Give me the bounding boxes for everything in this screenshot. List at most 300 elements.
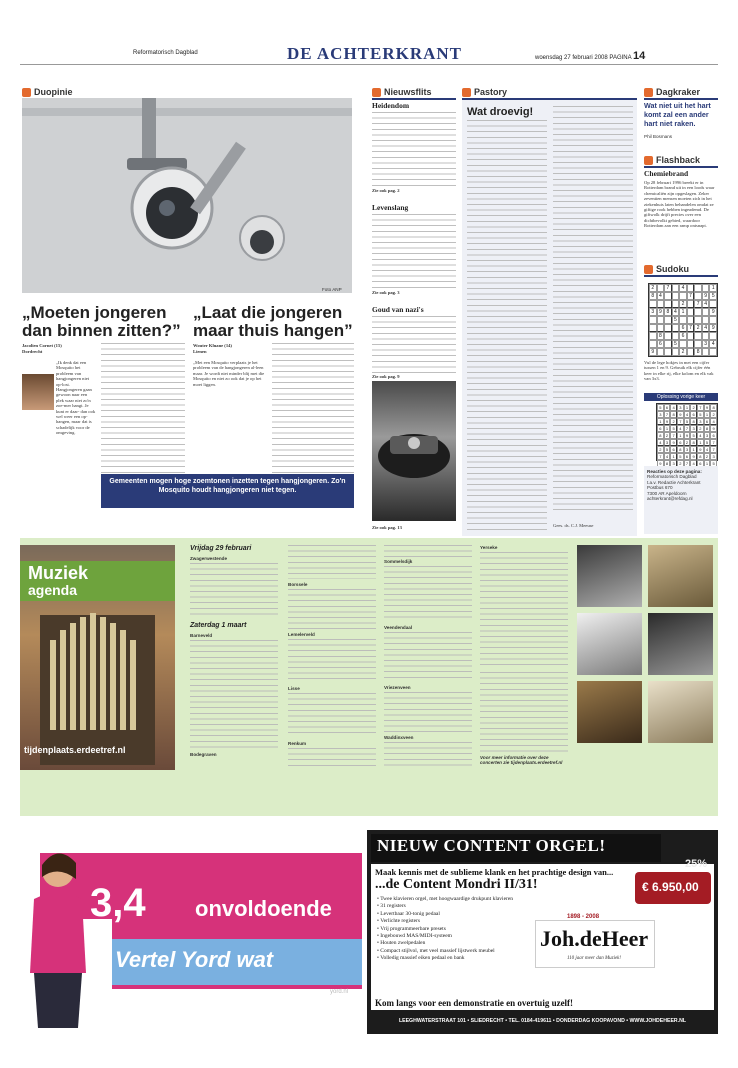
sudoku-cell: 7 (684, 425, 691, 432)
sudoku-cell: 4 (710, 418, 717, 425)
muziek-day1: Vrijdag 29 februari (190, 545, 252, 552)
sudoku-rule (644, 275, 718, 277)
muziek-col1b (190, 640, 278, 750)
muziek-place: Zwagerwestende (190, 556, 228, 561)
sudoku-cell[interactable] (649, 300, 657, 308)
sudoku-cell[interactable] (657, 324, 665, 332)
left-place: Dordrecht (22, 349, 43, 354)
sudoku-cell[interactable]: 6 (657, 340, 665, 348)
reactions-line: Postbus 670 (647, 485, 673, 491)
photo-credit: Foto ANP (322, 287, 342, 292)
muziek-photo (648, 613, 713, 675)
reactions-box (644, 466, 718, 534)
muziek-url[interactable]: tijdenplaats.erdeetref.nl (24, 745, 126, 755)
nieuwsflits-header (372, 86, 456, 98)
sudoku-cell: 8 (670, 411, 677, 418)
sudoku-cell[interactable]: 4 (672, 308, 680, 316)
sudoku-cell: 4 (690, 460, 697, 467)
sudoku-cell: 2 (657, 446, 664, 453)
sudoku-cell: 4 (697, 432, 704, 439)
sudoku-cell: 4 (664, 453, 671, 460)
flashback-rule (644, 166, 718, 168)
sudoku-cell: 3 (697, 418, 704, 425)
muziek-photo-stack (577, 545, 642, 770)
sudoku-cell[interactable]: 4 (679, 284, 687, 292)
header-rule (20, 64, 718, 65)
sudoku-cell[interactable] (649, 324, 657, 332)
muziek-col3b (384, 566, 472, 622)
photo-ref: Zie ook pag. 13 (372, 525, 402, 530)
sudoku-cell: 6 (684, 453, 691, 460)
reactions-title: Reacties op deze pagina: (647, 469, 702, 474)
sudoku-cell[interactable] (664, 292, 672, 300)
muziek-place: Vriezenveen (384, 685, 411, 690)
orgel-brand-years: 1898 - 2008 (567, 914, 600, 920)
sudoku-cell[interactable] (687, 316, 695, 324)
sudoku-cell[interactable] (649, 316, 657, 324)
orgel-cta: Kom langs voor een demonstratie en overtuig uzelf! (375, 998, 574, 1008)
sudoku-cell[interactable] (657, 348, 665, 356)
muziek-place: Yerseke (480, 545, 498, 550)
sudoku-cell: 7 (677, 418, 684, 425)
orgel-feature: • Ingebouwd MAS/MIDI-systeem (377, 933, 452, 940)
sudoku-cell[interactable] (679, 316, 687, 324)
sudoku-cell: 4 (684, 411, 691, 418)
reactions-line: 7300 AR Apeldoorn (647, 490, 687, 496)
sudoku-cell: 8 (704, 425, 711, 432)
sudoku-cell[interactable]: 3 (702, 340, 710, 348)
sudoku-cell[interactable] (664, 348, 672, 356)
sudoku-cell[interactable] (672, 332, 680, 340)
sudoku-cell[interactable] (672, 324, 680, 332)
muziek-photo (648, 545, 713, 607)
orgel-feature: • Verlichte registers (377, 918, 421, 925)
sudoku-solution-label: Oplossing vorige keer (644, 393, 718, 401)
sudoku-cell[interactable] (694, 292, 702, 300)
sudoku-cell: 1 (697, 439, 704, 446)
sudoku-cell[interactable] (657, 300, 665, 308)
sudoku-cell: 2 (684, 439, 691, 446)
sudoku-cell: 6 (677, 439, 684, 446)
sudoku-cell[interactable]: 7 (687, 324, 695, 332)
orgel-subtitle: Maak kennis met de sublieme klank en het prachtige design van... (375, 867, 614, 877)
muziek-col3a (384, 545, 472, 557)
sudoku-cell[interactable]: 6 (679, 324, 687, 332)
duopinie-header (22, 86, 352, 98)
sudoku-cell[interactable] (694, 340, 702, 348)
sudoku-cell: 8 (710, 404, 717, 411)
muziek-col3e (384, 742, 472, 770)
sudoku-cell: 2 (677, 460, 684, 467)
sudoku-cell: 4 (670, 404, 677, 411)
sudoku-cell: 5 (690, 432, 697, 439)
orgel-brand: Joh.deHeer (540, 926, 649, 951)
sudoku-cell: 1 (657, 418, 664, 425)
sudoku-cell[interactable] (649, 340, 657, 348)
sudoku-cell: 1 (690, 446, 697, 453)
muziek-col1a (190, 563, 278, 617)
sudoku-cell[interactable]: 9 (649, 348, 657, 356)
muziek-place: Barneveld (190, 633, 213, 638)
sudoku-cell[interactable] (694, 284, 702, 292)
sudoku-cell: 3 (657, 411, 664, 418)
flashback-header (644, 154, 718, 166)
muziek-col2b (288, 589, 376, 629)
sudoku-cell[interactable] (687, 300, 695, 308)
muziek-place: Sommelsdijk (384, 559, 413, 564)
sudoku-cell[interactable] (664, 324, 672, 332)
muziek-col2c (288, 639, 376, 683)
muziek-title-line1: Muziek (28, 563, 89, 583)
sudoku-cell[interactable]: 4 (657, 292, 665, 300)
muziek-col4a (480, 552, 568, 667)
sudoku-cell: 9 (664, 418, 671, 425)
muziek-footer[interactable]: Voor meer informatie over deze concerten zie tijdenplaats.erdeetref.nl (480, 755, 563, 766)
yord-slogan: Vertel Yord wat (115, 947, 274, 972)
sudoku-cell[interactable]: 4 (709, 340, 717, 348)
sudoku-cell: 6 (657, 425, 664, 432)
sudoku-cell: 3 (664, 439, 671, 446)
sudoku-cell[interactable]: 8 (649, 292, 657, 300)
right-body-col1 (193, 360, 267, 470)
pastory-col1 (467, 120, 547, 532)
sudoku-cell[interactable] (687, 332, 695, 340)
dagkraker-title: Dagkraker (656, 87, 701, 97)
pastory-col2 (553, 106, 633, 514)
sudoku-cell: 7 (670, 432, 677, 439)
sudoku-cell[interactable]: 5 (709, 292, 717, 300)
right-intro: „Met een Mosquito verplaats je het probleem van de hangjongeren al-leen maar. Je wordt niet minder blij met die Mosquito en niet zo ook dat je op het moet liggen. (193, 360, 265, 387)
sudoku-cell: 8 (690, 439, 697, 446)
news-item-body (372, 214, 456, 289)
sudoku-cell[interactable] (664, 316, 672, 324)
sudoku-cell: 3 (704, 432, 711, 439)
orgel-feature: • Twee klavieren orgel, met hoogwaardige drukpunt klavieren (377, 896, 514, 902)
sudoku-cell[interactable] (649, 332, 657, 340)
reactions-line: t.a.v. Redactie Achterkrant (647, 479, 701, 485)
sudoku-instructions: Vul de lege hokjes in met een cijfer tussen 1 en 9. Gebruik elk cijfer één keer in elke rij, elke kolom en elk vak van 3x3. (644, 360, 714, 382)
muziek-photo (577, 613, 642, 675)
sudoku-cell: 8 (664, 460, 671, 467)
sudoku-cell: 5 (664, 446, 671, 453)
news-item-ref: Zie ook pag. 3 (372, 290, 400, 295)
sudoku-cell[interactable] (679, 340, 687, 348)
muziek-title-line2: agenda (28, 582, 78, 598)
muziek-photo-stack (648, 545, 713, 770)
sudoku-cell: 2 (697, 425, 704, 432)
muziek-place: Renkum (288, 741, 307, 746)
sudoku-cell: 9 (704, 404, 711, 411)
muziek-place: Bodegraven (190, 752, 217, 757)
sudoku-cell[interactable] (657, 284, 665, 292)
muziek-col3c (384, 632, 472, 682)
news-item-body (372, 112, 456, 187)
sudoku-cell: 6 (697, 460, 704, 467)
news-item-ref: Zie ook pag. 9 (372, 374, 400, 379)
sudoku-cell[interactable]: 9 (657, 308, 665, 316)
sudoku-cell[interactable]: 2 (649, 284, 657, 292)
sudoku-cell: 2 (670, 418, 677, 425)
sudoku-cell[interactable] (709, 316, 717, 324)
opinion-callout: Gemeenten mogen hoge zoemtonen inzetten tegen hangjongeren. Zo'n Mosquito houdt hangjongeren niet tegen. (101, 474, 354, 508)
sudoku-cell[interactable] (702, 284, 710, 292)
muziek-day2: Zaterdag 1 maart (190, 622, 247, 629)
sudoku-cell: 1 (684, 404, 691, 411)
sudoku-cell[interactable] (664, 300, 672, 308)
sudoku-cell[interactable] (702, 308, 710, 316)
muziek-title (20, 561, 175, 601)
yord-brand[interactable]: yord.nl (330, 989, 349, 995)
muziek-col2e (288, 748, 376, 768)
sudoku-cell[interactable] (709, 348, 717, 356)
sudoku-cell[interactable] (664, 340, 672, 348)
sudoku-cell: 7 (664, 411, 671, 418)
sudoku-cell[interactable]: 5 (672, 316, 680, 324)
right-body-col2 (272, 343, 354, 473)
sudoku-cell[interactable]: 7 (687, 292, 695, 300)
reactions-line: Reformatorisch Dagblad (647, 474, 697, 480)
sudoku-cell[interactable]: 1 (709, 284, 717, 292)
dagkraker-quote: Wat niet uit het hart komt zal een ander hart niet raken. (644, 101, 711, 128)
news-item-title: Levenslang (372, 203, 409, 212)
sudoku-cell: 7 (657, 453, 664, 460)
orgel-feature-list (377, 896, 547, 963)
duopinie-icon (22, 88, 31, 97)
sudoku-cell: 6 (690, 411, 697, 418)
sudoku-cell: 8 (697, 453, 704, 460)
orgel-title: NIEUW CONTENT ORGEL! (377, 836, 606, 855)
page-number: 14 (632, 50, 646, 62)
sudoku-cell[interactable] (709, 332, 717, 340)
sudoku-cell: 9 (710, 425, 717, 432)
orgel-model: ...de Content Mondri II/31! (375, 877, 538, 892)
pastory-header (462, 86, 637, 98)
flashback-title: Flashback (656, 155, 701, 165)
right-place: Lienen (193, 349, 207, 354)
sudoku-cell[interactable]: 2 (679, 300, 687, 308)
car-photo (372, 381, 456, 521)
pastory-icon (462, 88, 471, 97)
sudoku-cell[interactable] (672, 284, 680, 292)
sudoku-cell: 3 (684, 446, 691, 453)
date-text: woensdag 27 februari 2008 (535, 55, 608, 61)
muziek-place: Lisse (288, 686, 300, 691)
dagkraker-rule (644, 98, 718, 100)
sudoku-cell[interactable] (657, 316, 665, 324)
orgel-price: € 6.950,00 (642, 880, 699, 894)
sudoku-cell[interactable] (687, 340, 695, 348)
sudoku-cell[interactable] (672, 292, 680, 300)
left-headline: „Moeten jongeren dan binnen zitten?” (22, 303, 181, 340)
sudoku-cell: 7 (710, 446, 717, 453)
sudoku-cell[interactable]: 9 (709, 308, 717, 316)
page-title: DE ACHTERKRANT (286, 44, 463, 63)
car-illustration (372, 381, 456, 521)
dagkraker-icon (644, 88, 653, 97)
sudoku-cell[interactable]: 1 (679, 308, 687, 316)
sudoku-cell[interactable]: 6 (679, 332, 687, 340)
sudoku-cell[interactable] (702, 332, 710, 340)
sudoku-cell[interactable]: 8 (694, 348, 702, 356)
sudoku-cell: 8 (677, 446, 684, 453)
orgel-feature: • Levertbaar 30-tonig pedaal (377, 910, 440, 917)
dagkraker-header (644, 86, 718, 98)
sudoku-cell[interactable]: 8 (657, 332, 665, 340)
sudoku-cell[interactable]: 2 (679, 348, 687, 356)
sudoku-cell: 3 (710, 453, 717, 460)
news-item-ref: Zie ook pag. 2 (372, 188, 400, 193)
sudoku-cell: 6 (664, 404, 671, 411)
sudoku-cell: 3 (670, 460, 677, 467)
sudoku-cell: 5 (670, 425, 677, 432)
page-label: PAGINA (609, 55, 632, 61)
nieuwsflits-icon (372, 88, 381, 97)
yord-text: onvoldoende (195, 896, 332, 921)
sudoku-cell: 5 (677, 453, 684, 460)
pastory-headline: Wat droevig! (467, 106, 534, 118)
yord-ad[interactable] (20, 833, 362, 1033)
sudoku-cell[interactable]: 2 (694, 324, 702, 332)
sudoku-cell: 8 (690, 418, 697, 425)
sudoku-cell[interactable]: 3 (649, 308, 657, 316)
sudoku-cell: 2 (710, 411, 717, 418)
orgel-feature: • Compact stijlvol, met veel massief lijstwerk meubel (377, 947, 495, 954)
muziek-col2d (288, 693, 376, 738)
sudoku-cell: 4 (677, 425, 684, 432)
muziek-col2a (288, 545, 376, 579)
sudoku-cell[interactable]: 4 (702, 300, 710, 308)
news-item-body (372, 316, 456, 374)
left-author: Jacolien Cornet (15) (22, 343, 62, 348)
newspaper-name: Reformatorisch Dagblad (133, 50, 198, 56)
sudoku-grid[interactable] (648, 283, 718, 357)
sudoku-cell: 5 (697, 411, 704, 418)
sudoku-cell: 9 (657, 460, 664, 467)
sudoku-cell: 9 (697, 446, 704, 453)
sudoku-cell: 7 (710, 439, 717, 446)
sudoku-cell[interactable] (702, 316, 710, 324)
sudoku-cell[interactable] (664, 332, 672, 340)
sudoku-cell[interactable]: 5 (672, 340, 680, 348)
duopinie-title: Duopinie (34, 87, 73, 97)
sudoku-cell: 8 (657, 432, 664, 439)
sudoku-cell: 2 (690, 404, 697, 411)
sudoku-cell[interactable] (687, 284, 695, 292)
yord-person-figure (20, 843, 90, 1028)
sudoku-cell: 4 (657, 439, 664, 446)
pastory-title: Pastory (474, 87, 508, 97)
sudoku-cell: 2 (704, 453, 711, 460)
sudoku-cell: 7 (684, 460, 691, 467)
sudoku-cell: 1 (704, 460, 711, 467)
sudoku-cell: 9 (677, 411, 684, 418)
left-intro: „Ik denk dat een Mosquito het probleem van hangjongeren niet op-lost. Hangjongeren gaan gewoon naar een plek waar niet zo'n zoe-mer hangt. Je kunt er daar- dan ook wel weer een op-hangen, maar dat is schadelijk voor de omgeving. (56, 360, 96, 436)
sudoku-cell: 9 (670, 439, 677, 446)
orgel-feature: • 31 registers (377, 903, 406, 910)
muziek-photo (648, 681, 713, 743)
muziek-place: Borssele (288, 582, 308, 587)
muziek-place: Waddinxveen (384, 735, 414, 740)
muziek-photo (577, 545, 642, 607)
orgel-brand-tagline: 110 jaar meer dan Muziek! (567, 956, 622, 961)
sudoku-cell: 7 (697, 404, 704, 411)
sudoku-cell[interactable]: 9 (709, 324, 717, 332)
news-item-title: Goud van nazi's (372, 305, 424, 314)
sudoku-cell[interactable] (709, 300, 717, 308)
muziek-col3d (384, 692, 472, 732)
sudoku-title: Sudoku (656, 264, 689, 274)
flashback-icon (644, 156, 653, 165)
sudoku-cell: 5 (657, 404, 664, 411)
sudoku-cell: 1 (670, 453, 677, 460)
muziek-place: Veendendaal (384, 625, 413, 630)
sudoku-cell: 3 (690, 425, 697, 432)
sudoku-cell[interactable] (702, 348, 710, 356)
sudoku-cell[interactable] (694, 308, 702, 316)
sudoku-cell: 6 (704, 418, 711, 425)
sudoku-solution-grid (656, 403, 718, 466)
left-body-col1 (22, 360, 96, 536)
orgel-discount: 25% (685, 858, 708, 870)
page-date (535, 50, 645, 62)
sudoku-cell[interactable] (672, 348, 680, 356)
nieuwsflits-title: Nieuwsflits (384, 87, 432, 97)
sudoku-cell[interactable]: 7 (664, 284, 672, 292)
muziek-place: Lemelerveld (288, 632, 315, 637)
sudoku-cell[interactable]: 7 (694, 300, 702, 308)
reactions-email[interactable]: achterkrant@refdag.nl (647, 496, 693, 502)
news-item-title: Heidendom (372, 101, 410, 110)
sudoku-header (644, 263, 718, 275)
sudoku-cell[interactable] (694, 332, 702, 340)
sudoku-cell[interactable]: 8 (664, 308, 672, 316)
flashback-text: Op 28 februari 1996 breekt er in Rotterdam brand uit in een loods waar chemicaliën zijn opgeslagen. Zeker zeventien mensen moeten zich in het ziekenhuis laten behandelen omdat ze giftige rook hebben ingeademd. De giftwolk drijft precies over een dichtbevolkt gebied, waardoor Rotterdam aan een ramp ontsnapt. (644, 180, 715, 229)
orgel-feature: • Houten zwelpedalen (377, 940, 426, 947)
sudoku-cell: 6 (670, 446, 677, 453)
muziek-col4b (480, 672, 568, 752)
sudoku-cell[interactable]: 9 (702, 292, 710, 300)
cctv-camera-photo (22, 98, 352, 293)
nieuwsflits-rule (372, 98, 456, 100)
sudoku-cell[interactable] (687, 348, 695, 356)
sudoku-cell: 5 (704, 439, 711, 446)
muziek-photo (577, 681, 642, 743)
orgel-address[interactable]: LEEGHWATERSTRAAT 101 • SLIEDRECHT • TEL. 0184-419611 • DONDERDAG KOOPAVOND • WWW.JOHDEHEER.NL (398, 1018, 687, 1024)
sudoku-cell: 1 (664, 425, 671, 432)
camera-illustration (22, 98, 352, 293)
sudoku-cell: 3 (677, 404, 684, 411)
sudoku-cell: 4 (704, 446, 711, 453)
orgel-feature: • Volledig massief eiken pedaal en bank (377, 955, 465, 962)
sudoku-cell: 6 (710, 432, 717, 439)
sudoku-cell: 5 (710, 460, 717, 467)
sudoku-cell: 9 (690, 453, 697, 460)
sudoku-cell[interactable] (679, 292, 687, 300)
sudoku-cell: 5 (684, 418, 691, 425)
sudoku-cell[interactable] (687, 308, 695, 316)
sudoku-cell: 1 (677, 432, 684, 439)
orgel-ad[interactable] (367, 830, 718, 1034)
sudoku-cell[interactable]: 4 (702, 324, 710, 332)
yord-big-number: 3,4 (90, 881, 146, 925)
sudoku-cell[interactable] (672, 300, 680, 308)
orgel-feature: • Vrij programmeerbare presets (377, 925, 446, 932)
right-headline: „Laat die jongeren maar thuis hangen” (193, 303, 353, 340)
sudoku-cell: 1 (704, 411, 711, 418)
sudoku-icon (644, 265, 653, 274)
sudoku-cell: 2 (664, 432, 671, 439)
sudoku-cell[interactable] (694, 316, 702, 324)
